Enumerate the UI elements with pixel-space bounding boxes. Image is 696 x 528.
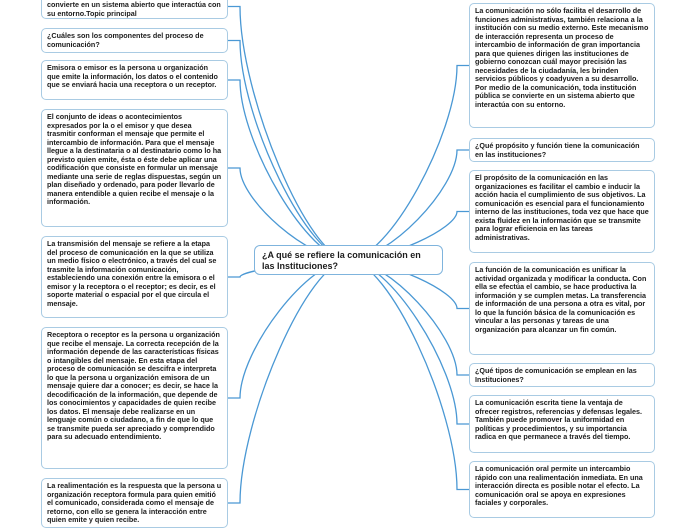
left-node-2-text: ¿Cuáles son los componentes del proceso de comunicación?: [47, 31, 204, 49]
right-node-1[interactable]: [469, 3, 655, 128]
right-node-6[interactable]: [469, 395, 655, 453]
left-node-2[interactable]: [41, 28, 228, 53]
central-topic-label: ¿A qué se refiere la comunicación en las Instituciones?: [262, 250, 421, 271]
left-node-7[interactable]: [41, 478, 228, 528]
left-connector-2: [228, 41, 349, 261]
left-connector-7: [228, 260, 349, 503]
central-topic[interactable]: [254, 245, 443, 275]
right-node-4-text: La función de la comunicación es unificar la actividad organizada y modificar la conducta. Con ella se efectúa el cambio, se hace productiva la información y se cumplen metas. La transferencia de información de una persona a otra es vital, por lo que la función básica de la comunicación es vincular a las personas y tareas de una organización para alcanzar un fin común.: [475, 265, 647, 334]
left-node-7-text: La realimentación es la respuesta que la persona u organización receptora formula para quien emitió el comunicado, considerada como el mensaje de retorno, con ello se genera la interacción entre quien emite y quien recibe.: [47, 481, 222, 524]
left-node-6-text: Receptora o receptor es la persona u organización que recibe el mensaje. La correcta recepción de la información depende de las características físicas o intangibles del mensaje. En esta etapa del proceso de comunicación se descifra e interpreta lo que la persona u organización emisora de un mensaje quiere dar a conocer; es decir, se hace la decodificación de la información, que depende de los conocimientos y capacidades de quien recibe los datos. El mensaje debe realizarse en un lenguaje común o ciudadano, a fin de que lo que se transmite pueda ser apreciado y comprendido para su adecuado entendimiento.: [47, 330, 220, 441]
right-node-5-text: ¿Qué tipos de comunicación se emplean en las Instituciones?: [475, 366, 637, 384]
left-node-3[interactable]: [41, 60, 228, 100]
left-node-5[interactable]: [41, 236, 228, 318]
left-node-3-text: Emisora o emisor es la persona u organización que emite la información, los datos o el contenido que se enviará hacia una receptora o un receptor.: [47, 63, 218, 89]
right-connector-6: [349, 260, 470, 424]
right-node-3[interactable]: [469, 170, 655, 253]
right-node-6-text: La comunicación escrita tiene la ventaja de ofrecer registros, referencias y defensas legales. También puede promover la uniformidad en políticas y procedimientos, y su importancia radica en que permanece a través del tiempo.: [475, 398, 642, 441]
right-node-7-text: La comunicación oral permite un intercambio rápido con una realimentación inmediata. En una interacción directa es posible notar el efecto. La comunicación oral se apoya en expresiones faciales y corporales.: [475, 464, 643, 507]
right-node-2[interactable]: [469, 138, 655, 162]
left-node-1[interactable]: [41, 0, 228, 19]
right-connector-5: [349, 260, 470, 375]
right-connector-1: [349, 66, 470, 261]
left-node-4[interactable]: [41, 109, 228, 227]
right-node-7[interactable]: [469, 461, 655, 518]
right-node-5[interactable]: [469, 363, 655, 387]
left-node-6[interactable]: [41, 327, 228, 469]
left-node-4-text: El conjunto de ideas o acontecimientos expresados por la o el emisor y que desea trasmitir conforman el mensaje que permite el intercambio de información. Para que el mensaje llegue a la destinataria o al destinatario como lo ha previsto quien emite, ésta o éste debe aplicar una codificación que consiste en formular un mensaje mediante una serie de reglas dispuestas, según un plan diseñado y ordenado, para poder llevarlo de manera entendible a quien recibe el mensaje o la información.: [47, 112, 222, 206]
right-connector-7: [349, 260, 470, 490]
right-node-2-text: ¿Qué propósito y función tiene la comunicación en las instituciones?: [475, 141, 640, 159]
left-node-5-text: La transmisión del mensaje se refiere a la etapa del proceso de comunicación en la que se utiliza un medio físico o electrónico, a través del cual se trasmite la información comunicación, estableciendo una conexión entre la emisora o el emisor y la receptora o el receptor; es decir, es el soporte material o espacial por el que circula el mensaje.: [47, 239, 217, 308]
right-node-1-text: La comunicación no sólo facilita el desarrollo de funciones administrativas, también relaciona a la institución con su medio externo. Este mecanismo de interacción representa un proceso de intercambio de información de gran importancia para que quienes dirigen las instituciones de gobierno conozcan cuál mayor precisión las necesidades de la ciudadanía, les brinden servicios públicos y coadyuven a su desarrollo. Por medio de la comunicación, toda institución pública se convierte en un sistema abierto que interactúa con su entorno.: [475, 6, 649, 109]
right-connector-2: [349, 150, 470, 260]
right-node-4[interactable]: [469, 262, 655, 355]
left-node-1-text: convierte en un sistema abierto que interactúa con su entorno.Topic principal: [47, 0, 221, 18]
right-node-3-text: El propósito de la comunicación en las organizaciones es facilitar el cambio e inducir la acción hacia el cumplimiento de sus objetivos. La comunicación es esencial para el funcionamiento interno de las instituciones, toda vez que hace que exista fluidez en la información que se transmite para lograr eficiencia en las tareas administrativas.: [475, 173, 649, 242]
left-connector-1: [228, 7, 349, 261]
